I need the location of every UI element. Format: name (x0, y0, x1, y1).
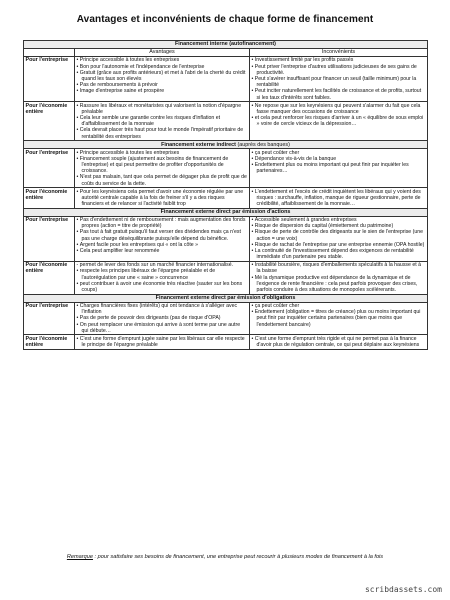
page-title: Avantages et inconvénients de chaque forme de financement (76, 14, 374, 25)
advantages-list (77, 189, 248, 208)
list-item: • Image d'entreprise saine et prospère (77, 88, 248, 94)
advantages-cell (75, 261, 250, 294)
advantages-cell (75, 335, 250, 349)
disadvantages-cell (250, 335, 428, 349)
row-label: Pour l'entreprise (24, 56, 75, 101)
list-item: • Cela peut amplifier leur renommée (77, 248, 248, 254)
list-item: • peut contribuer à avoir une économie très réactive (sauter sur les bons coups) (77, 281, 248, 293)
list-item: • Risque de rachat de l'entreprise par une entreprise ennemie (OPA hostile) (252, 242, 426, 248)
remark-note (60, 553, 390, 561)
disadvantages-list (252, 217, 426, 260)
section-header (24, 294, 428, 302)
section-header (24, 41, 428, 49)
list-item: • N'est pas malsain, tant que cela permet de dégager plus de profit que de coûts du service de la dette. (77, 174, 248, 186)
list-item: • Risque de perte de contrôle des dirigeants sur le sien de l'entreprise (une action = une voix) (252, 229, 426, 241)
row-label: Pour l'économie entière (24, 188, 75, 208)
list-item: • Charges financières fixes (intérêts) qui ont tendance à s'alléger avec l'inflation (77, 303, 248, 315)
list-item: • Gratuit (grâce aux profits antérieurs) et met à l'abri de la cherté du crédit quand les taux son élevés (77, 70, 248, 82)
disadvantages-list (252, 103, 426, 128)
list-item: • Endettement (obligation = titres de créance) plus ou moins important qui peut finir par inquiéter certains partenaires (bien que moins que l'endettement bancaire) (252, 309, 426, 328)
table-row (24, 149, 428, 188)
table-row (24, 302, 428, 335)
advantages-cell (75, 102, 250, 141)
list-item: • Cela devrait placer très haut pour tout le monde l'impératif prioritaire de rentabilité des entreprises (77, 127, 248, 139)
list-item: • Pas d'endettement ni de remboursement : mais augmentation des fonds propres (action = titre de propriété) (77, 217, 248, 229)
list-item: • ça peut coûter cher (252, 303, 426, 309)
list-item: • Bon pour l'autonomie et l'indépendance de l'entreprise (77, 64, 248, 70)
list-item: • Mé la dynamique productive est dépendance de la dynamique et de l'exigence de rente financière : cela peut parfois provoquer des crises, parfois conduire à des situations de monopoles scélérerants. (252, 275, 426, 294)
advantages-cell (75, 216, 250, 261)
list-item: • Cela leur semble une garantie contre les risques d'inflation et d'affaiblissement de la monnaie (77, 115, 248, 127)
disadvantages-list (252, 57, 426, 100)
advantages-list (77, 303, 248, 334)
row-label: Pour l'entreprise (24, 302, 75, 335)
advantages-list (77, 103, 248, 140)
disadvantages-cell (250, 102, 428, 141)
advantages-list (77, 150, 248, 187)
list-item: • Peut inciter naturellement les facilités de croissance et de profits, surtout si les taux d'intérêts sont faibles. (252, 88, 426, 100)
disadvantages-list (252, 262, 426, 293)
list-item: • Argent facile pour les entreprises qui « ont la côte » (77, 242, 248, 248)
advantages-cell (75, 56, 250, 101)
list-item: • C'est une forme d'emprunt jugée saine par les libéraux car elle respecte le principe de l'épargne préalable (77, 336, 248, 348)
table-row (24, 102, 428, 141)
section-title-extra: (auprès des banques) (235, 141, 290, 148)
section-title: Financement interne (autofinancement) (175, 41, 276, 48)
list-item: - permet de lever des fonds sur un marché financier internationalisé. (77, 262, 248, 268)
disadvantages-list (252, 336, 426, 348)
list-item: • Pas de perte de pouvoir des dirigeants (pas de risque d'OPA) (77, 315, 248, 321)
advantages-cell (75, 149, 250, 188)
section-header (24, 141, 428, 149)
advantages-list (77, 57, 248, 94)
column-header-row (24, 48, 428, 56)
list-item: • Risque de dispersion du capital (émiettement du patrimoine) (252, 223, 426, 229)
list-item: • Instabilité boursière, risques d'emballements spéculatifs à la hausse et à la baisse (252, 262, 426, 274)
list-item: • Pas de remboursements à prévoir (77, 82, 248, 88)
advantages-list (77, 262, 248, 293)
table-row (24, 56, 428, 101)
advantages-list (77, 336, 248, 348)
list-item: • Accessible seulement à grandes entreprises (252, 217, 426, 223)
section-title: Financement externe direct par émission d'actions (160, 208, 291, 215)
list-item: • Ne repose que sur les keynésiens qui peuvent s'alarmer du fait que cela fasse manquer des occasions de croissance (252, 103, 426, 115)
disadvantages-cell (250, 149, 428, 188)
disadvantages-cell (250, 302, 428, 335)
row-label: Pour l'économie entière (24, 335, 75, 349)
list-item: • Investissement limité par les profits passés (252, 57, 426, 63)
column-header-disadvantages: Inconvénients (250, 48, 428, 56)
financing-table (23, 40, 428, 350)
table-row (24, 335, 428, 349)
list-item: • ça peut coûter cher (252, 150, 426, 156)
list-item: • Pas tout à fait gratuit puisqu'il faut verser des dividendes mais ça n'est pas une charge déséquilibrante puisqu'elle dépend du bénéfice. (77, 229, 248, 241)
list-item: • La continuité de l'investissement dépend des exigences de rentabilité immédiate d'un partenaire peu stable. (252, 248, 426, 260)
list-item: • On peut remplacer une émission qui arrive à sont terme par une autre qui débute… (77, 322, 248, 334)
advantages-list (77, 217, 248, 254)
list-item: • Peut s'avérer insuffisant pour financer un seuil (taille minimum) pour la rentabilité (252, 76, 426, 88)
list-item: • Financement souple (ajustement aux besoins de financement de l'entreprise) et qui peut permettre de profiter d'opportunités de croissance. (77, 156, 248, 175)
disadvantages-cell (250, 261, 428, 294)
list-item: • Dépendance vis-à-vis de la banque (252, 156, 426, 162)
row-label: Pour l'économie entière (24, 102, 75, 141)
remark-text: : pour satisfaire ses besoins de financement, une entreprise peut recourir à plusieurs modes de financement à la fois (93, 554, 384, 560)
list-item: • Rassure les libéraux et monétaristes qui valorisent la notion d'épargne préalable (77, 103, 248, 115)
disadvantages-cell (250, 56, 428, 101)
row-label: Pour l'économie entière (24, 261, 75, 294)
section-header (24, 208, 428, 216)
row-label: Pour l'entreprise (24, 149, 75, 188)
disadvantages-list (252, 189, 426, 208)
list-item: • Endettement plus ou moins important qui peut finir par inquiéter les partenaires… (252, 162, 426, 174)
row-label: Pour l'entreprise (24, 216, 75, 261)
disadvantages-cell (250, 188, 428, 208)
list-item: • C'est une forme d'emprunt très rigide et qui ne permet pas à la finance d'avoir plus de régulation centrale, ce qui peut déplaire aux keynésiens (252, 336, 426, 348)
list-item: • et cela peut renforcer les risques d'arriver à un « équilibre de sous emploi » voire de cercle vicieux de la dépression… (252, 115, 426, 127)
advantages-cell (75, 188, 250, 208)
disadvantages-list (252, 303, 426, 328)
list-item: • L'endettement et l'excès de crédit inquiètent les libéraux qui y voient des risques : surchauffe, inflation, manque de rigueur gestionnaire, perte de crédibilité, affaiblissement de la monnaie… (252, 189, 426, 208)
disadvantages-cell (250, 216, 428, 261)
list-item: • Pour les keynésiens cela permet d'avoir une économie régulée par une autorité centrale capable à la fois de freiner s'il y a des risques financiers et de relancer si l'activité faiblit trop (77, 189, 248, 208)
list-item: • respecte les principes libéraux de l'épargne préalable et de l'autorégulation par une « saine » concurrence (77, 268, 248, 280)
table-row (24, 188, 428, 208)
disadvantages-list (252, 150, 426, 175)
table-row (24, 216, 428, 261)
list-item: • Principe accessible à toutes les entreprises (77, 150, 248, 156)
section-title: Financement externe direct par émission d'obligations (155, 294, 296, 301)
list-item: • Principe accessible à toutes les entreprises (77, 57, 248, 63)
section-title: Financement externe indirect (161, 141, 236, 148)
advantages-cell (75, 302, 250, 335)
list-item: • Peut priver l'entreprise d'autres utilisations judicieuses de ses gains de productivité. (252, 64, 426, 76)
table-row (24, 261, 428, 294)
remark-label: Remarque (66, 554, 93, 560)
watermark: scribdassets.com (364, 585, 442, 594)
column-header-advantages: Avantages (75, 48, 250, 56)
